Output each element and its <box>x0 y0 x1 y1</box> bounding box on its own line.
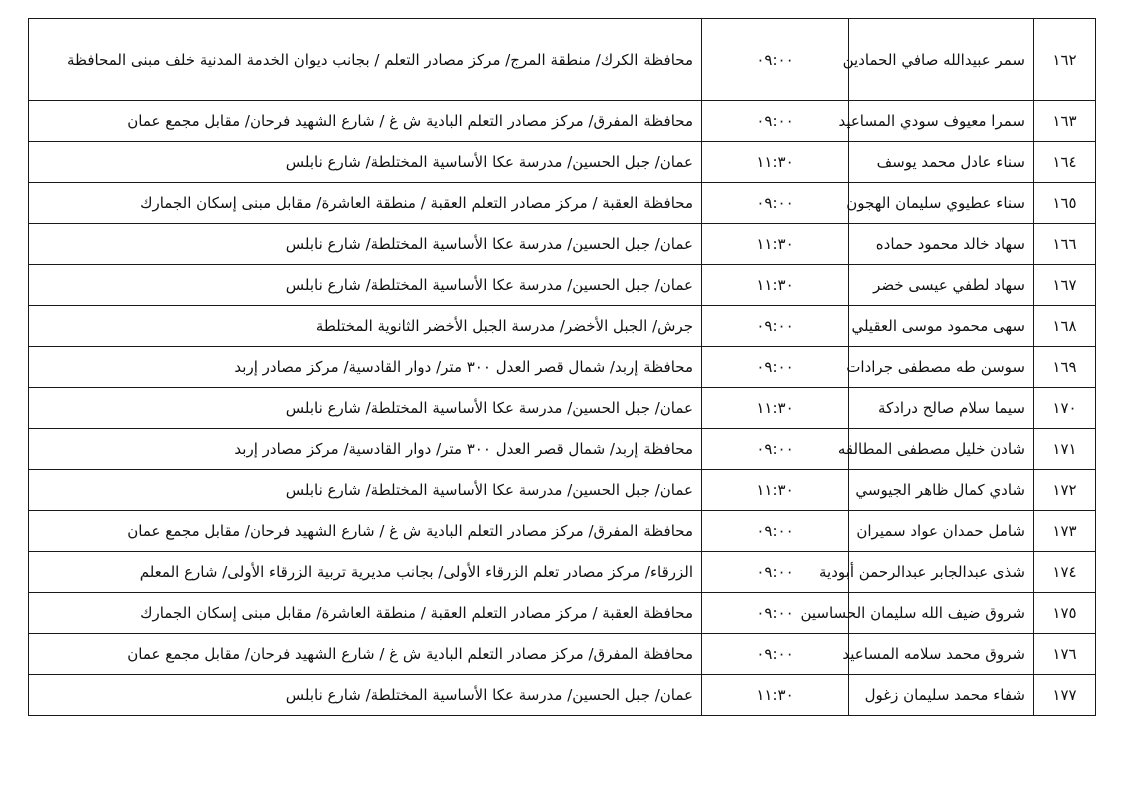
table-row <box>29 675 1096 716</box>
exam-location: محافظة إربد/ شمال قصر العدل ٣٠٠ متر/ دوار القادسية/ مركز مصادر إربد <box>29 429 702 470</box>
exam-location: عمان/ جبل الحسين/ مدرسة عكا الأساسية المختلطة/ شارع نابلس <box>29 265 702 306</box>
table-row <box>29 593 1096 634</box>
row-number: ١٧٧ <box>1034 675 1096 716</box>
exam-time: ٠٩:٠٠ <box>702 593 849 634</box>
exam-location: محافظة المفرق/ مركز مصادر التعلم البادية ش غ / شارع الشهيد فرحان/ مقابل مجمع عمان <box>29 634 702 675</box>
schedule-table-body <box>29 19 1096 716</box>
table-row <box>29 224 1096 265</box>
exam-location: عمان/ جبل الحسين/ مدرسة عكا الأساسية المختلطة/ شارع نابلس <box>29 224 702 265</box>
schedule-sheet <box>28 18 1095 716</box>
table-row <box>29 306 1096 347</box>
exam-location: عمان/ جبل الحسين/ مدرسة عكا الأساسية المختلطة/ شارع نابلس <box>29 388 702 429</box>
exam-location: عمان/ جبل الحسين/ مدرسة عكا الأساسية المختلطة/ شارع نابلس <box>29 142 702 183</box>
candidate-name: شفاء محمد سليمان زغول <box>849 675 1034 716</box>
table-row <box>29 470 1096 511</box>
candidate-name: سناء عادل محمد يوسف <box>849 142 1034 183</box>
candidate-name: سهى محمود موسى العقيلي <box>849 306 1034 347</box>
exam-time: ٠٩:٠٠ <box>702 347 849 388</box>
candidate-name: سوسن طه مصطفى جرادات <box>849 347 1034 388</box>
candidate-name: سمر عبيدالله صافي الحمادين <box>849 19 1034 101</box>
row-number: ١٦٦ <box>1034 224 1096 265</box>
candidate-name: شادن خليل مصطفى المطالقه <box>849 429 1034 470</box>
exam-time: ١١:٣٠ <box>702 470 849 511</box>
exam-time: ٠٩:٠٠ <box>702 19 849 101</box>
row-number: ١٧٦ <box>1034 634 1096 675</box>
exam-location: محافظة العقبة / مركز مصادر التعلم العقبة / منطقة العاشرة/ مقابل مبنى إسكان الجمارك <box>29 183 702 224</box>
table-row <box>29 142 1096 183</box>
row-number: ١٧١ <box>1034 429 1096 470</box>
row-number: ١٧٠ <box>1034 388 1096 429</box>
exam-time: ٠٩:٠٠ <box>702 183 849 224</box>
candidate-name: شروق محمد سلامه المساعيد <box>849 634 1034 675</box>
table-row <box>29 265 1096 306</box>
exam-time: ١١:٣٠ <box>702 224 849 265</box>
exam-time: ٠٩:٠٠ <box>702 429 849 470</box>
row-number: ١٧٥ <box>1034 593 1096 634</box>
table-row <box>29 19 1096 101</box>
exam-time: ١١:٣٠ <box>702 265 849 306</box>
candidate-name: سمرا معيوف سودي المساعيد <box>849 101 1034 142</box>
candidate-name: سهاد خالد محمود حماده <box>849 224 1034 265</box>
exam-time: ٠٩:٠٠ <box>702 552 849 593</box>
exam-time: ٠٩:٠٠ <box>702 634 849 675</box>
exam-location: محافظة الكرك/ منطقة المرج/ مركز مصادر التعلم / بجانب ديوان الخدمة المدنية خلف مبنى المحافظة <box>29 19 702 101</box>
exam-location: محافظة المفرق/ مركز مصادر التعلم البادية ش غ / شارع الشهيد فرحان/ مقابل مجمع عمان <box>29 511 702 552</box>
exam-location: جرش/ الجبل الأخضر/ مدرسة الجبل الأخضر الثانوية المختلطة <box>29 306 702 347</box>
exam-location: عمان/ جبل الحسين/ مدرسة عكا الأساسية المختلطة/ شارع نابلس <box>29 675 702 716</box>
table-row <box>29 388 1096 429</box>
row-number: ١٦٥ <box>1034 183 1096 224</box>
exam-time: ٠٩:٠٠ <box>702 511 849 552</box>
table-row <box>29 347 1096 388</box>
table-row <box>29 429 1096 470</box>
exam-time: ١١:٣٠ <box>702 675 849 716</box>
row-number: ١٦٢ <box>1034 19 1096 101</box>
candidate-name: شادي كمال ظاهر الجيوسي <box>849 470 1034 511</box>
table-row <box>29 634 1096 675</box>
row-number: ١٦٤ <box>1034 142 1096 183</box>
table-row <box>29 183 1096 224</box>
exam-time: ٠٩:٠٠ <box>702 306 849 347</box>
exam-time: ١١:٣٠ <box>702 388 849 429</box>
exam-location: محافظة العقبة / مركز مصادر التعلم العقبة / منطقة العاشرة/ مقابل مبنى إسكان الجمارك <box>29 593 702 634</box>
exam-location: عمان/ جبل الحسين/ مدرسة عكا الأساسية المختلطة/ شارع نابلس <box>29 470 702 511</box>
candidate-name: سناء عطيوي سليمان الهجون <box>849 183 1034 224</box>
row-number: ١٦٨ <box>1034 306 1096 347</box>
candidate-name: شامل حمدان عواد سميران <box>849 511 1034 552</box>
candidate-name: سيما سلام صالح درادكة <box>849 388 1034 429</box>
table-row <box>29 511 1096 552</box>
exam-location: الزرقاء/ مركز مصادر تعلم الزرقاء الأولى/ بجانب مديرية تربية الزرقاء الأولى/ شارع المعلم <box>29 552 702 593</box>
row-number: ١٦٧ <box>1034 265 1096 306</box>
exam-location: محافظة المفرق/ مركز مصادر التعلم البادية ش غ / شارع الشهيد فرحان/ مقابل مجمع عمان <box>29 101 702 142</box>
row-number: ١٧٤ <box>1034 552 1096 593</box>
row-number: ١٧٢ <box>1034 470 1096 511</box>
candidate-name: سهاد لطفي عيسى خضر <box>849 265 1034 306</box>
exam-time: ٠٩:٠٠ <box>702 101 849 142</box>
table-row <box>29 101 1096 142</box>
candidate-name: شذى عبدالجابر عبدالرحمن أبودية <box>849 552 1034 593</box>
row-number: ١٦٩ <box>1034 347 1096 388</box>
row-number: ١٧٣ <box>1034 511 1096 552</box>
schedule-table <box>28 18 1096 716</box>
exam-location: محافظة إربد/ شمال قصر العدل ٣٠٠ متر/ دوار القادسية/ مركز مصادر إربد <box>29 347 702 388</box>
exam-time: ١١:٣٠ <box>702 142 849 183</box>
row-number: ١٦٣ <box>1034 101 1096 142</box>
candidate-name: شروق ضيف الله سليمان الحساسين <box>849 593 1034 634</box>
table-row <box>29 552 1096 593</box>
